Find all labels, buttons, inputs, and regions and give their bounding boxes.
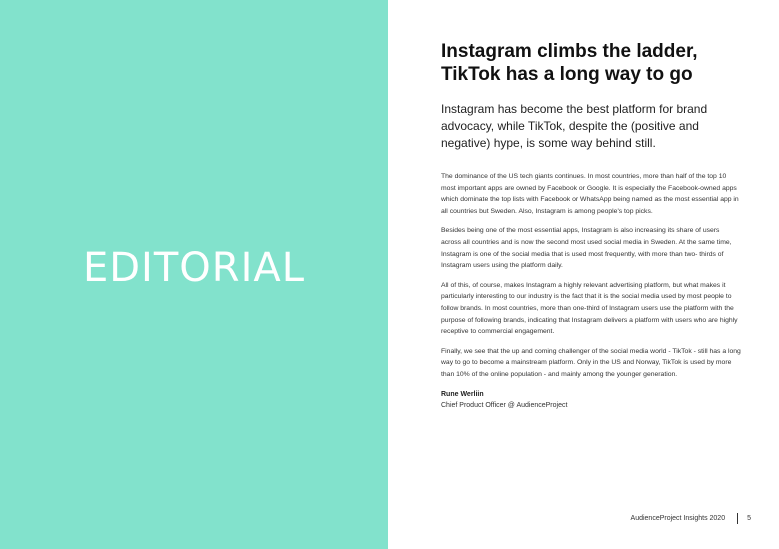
section-label: EDITORIAL <box>82 245 306 291</box>
page-footer <box>631 513 751 524</box>
article-title-line-2: TikTok has a long way to go <box>441 64 693 85</box>
paragraph-1: The dominance of the US tech giants continues. In most countries, more than half of the top 10 most important apps are owned by Facebook or Google. It is especially the Facebook-owned apps which dominate the top lists with Facebook or WhatsApp being named as the most essential app in all countries but Sweden. Also, Instagram is among people's top picks. <box>441 173 739 215</box>
paragraph-3: All of this, of course, makes Instagram a highly relevant advertising platform, but what makes it particularly interesting to our industry is the fact that it is the social media used by most people to follow brands. In most countries, more than one-third of Instagram users use the platform with the purpose of following brands, indicating that Instagram delivers a platform with users who are highly receptive to commercial engagement. <box>441 281 738 336</box>
author-name: Rune Werliin <box>441 390 484 398</box>
article-title-line-1: Instagram climbs the ladder, <box>441 41 698 62</box>
left-accent-panel <box>0 0 388 549</box>
footer-divider <box>737 513 738 524</box>
article <box>441 40 741 411</box>
article-lead: Instagram has become the best platform for brand advocacy, while TikTok, despite the (positive and negative) hype, is some way behind still. <box>441 102 708 150</box>
page-number: 5 <box>747 515 751 522</box>
publication-name: AudienceProject Insights 2020 <box>630 515 726 522</box>
paragraph-4: Finally, we see that the up and coming challenger of the social media world - TikTok - still has a long way to go to become a mainstream platform. Only in the US and Norway, TikTok is used by more than 10% of the online population - and mainly among the younger generation. <box>441 347 741 378</box>
article-title <box>441 40 741 86</box>
author-role: Chief Product Officer @ AudienceProject <box>441 401 568 409</box>
paragraph-2: Besides being one of the most essential apps, Instagram is also increasing its share of users across all countries and is now the second most used social media in Sweden. At the same time, Instagram is one of the social media that is used most frequently, with more than two- thirds of Instagram users using the platform daily. <box>441 227 732 270</box>
